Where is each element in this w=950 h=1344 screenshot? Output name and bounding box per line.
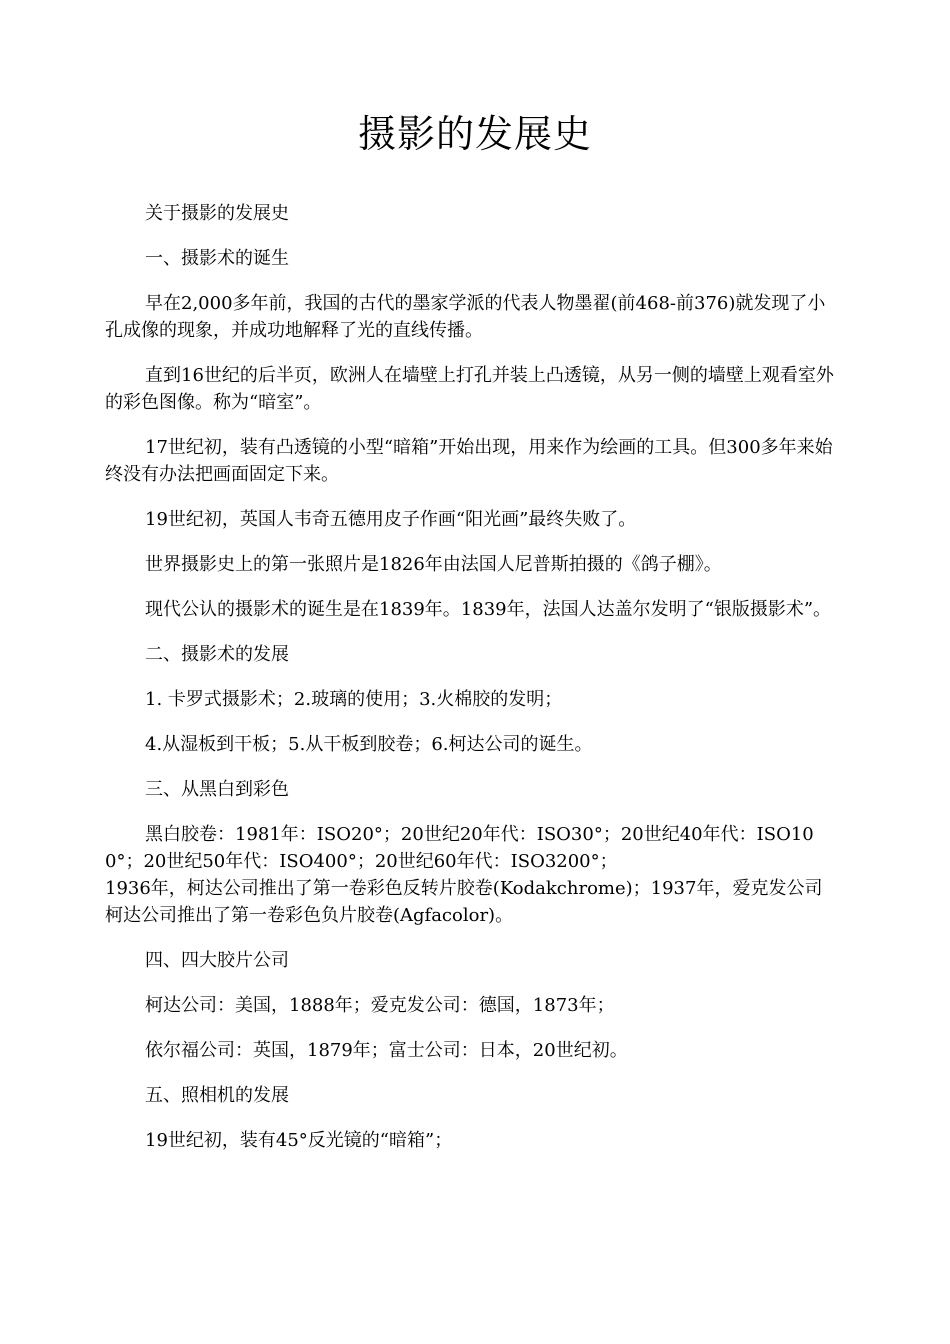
- paragraph: 17世纪初，装有凸透镜的小型“暗箱”开始出现，用来作为绘画的工具。但300多年来始终没有办法把画面固定下来。: [105, 437, 833, 485]
- paragraph: 世界摄影史上的第一张照片是1826年由法国人尼普斯拍摄的《鸽子棚》。: [145, 554, 722, 575]
- paragraph: 早在2,000多年前，我国的古代的墨家学派的代表人物墨翟(前468-前376)就发现了小孔成像的现象，并成功地解释了光的直线传播。: [105, 293, 826, 341]
- document-title: 摄影的发展史: [357, 112, 592, 156]
- section-heading-1: 一、摄影术的诞生: [145, 248, 289, 269]
- paragraph: 现代公认的摄影术的诞生是在1839年。1839年，法国人达盖尔发明了“银版摄影术”。: [145, 599, 832, 620]
- list-line: 柯达公司：美国，1888年；爱克发公司：德国，1873年；: [145, 995, 615, 1016]
- section-heading-5: 五、照相机的发展: [145, 1085, 289, 1106]
- list-line: 依尔福公司：英国，1879年；富士公司：日本，20世纪初。: [145, 1040, 628, 1061]
- list-line: 1. 卡罗式摄影术；2.玻璃的使用；3.火棉胶的发明；: [145, 689, 563, 710]
- paragraph: 19世纪初，英国人韦奇五德用皮子作画“阳光画”最终失败了。: [145, 509, 637, 530]
- paragraph: 19世纪初，装有45°反光镜的“暗箱”；: [145, 1130, 453, 1151]
- section-heading-4: 四、四大胶片公司: [145, 950, 289, 971]
- paragraph: 黑白胶卷：1981年：ISO20°；20世纪20年代：ISO30°；20世纪40年代：ISO100°；20世纪50年代：ISO400°；20世纪60年代：ISO3200°；: [105, 824, 814, 872]
- section-heading-2: 二、摄影术的发展: [145, 644, 289, 665]
- document-body: [105, 200, 840, 1172]
- paragraph: 直到16世纪的后半页，欧洲人在墙壁上打孔并装上凸透镜，从另一侧的墙壁上观看室外的彩色图像。称为“暗室”。: [105, 365, 834, 413]
- list-line: 4.从湿板到干板；5.从干板到胶卷；6.柯达公司的诞生。: [145, 734, 593, 755]
- paragraph: 1936年，柯达公司推出了第一卷彩色反转片胶卷(Kodakchrome)；1937年，爱克发公司柯达公司推出了第一卷彩色负片胶卷(Agfacolor)。: [105, 878, 823, 926]
- section-heading-3: 三、从黑白到彩色: [145, 779, 289, 800]
- paragraph-intro: 关于摄影的发展史: [145, 203, 289, 224]
